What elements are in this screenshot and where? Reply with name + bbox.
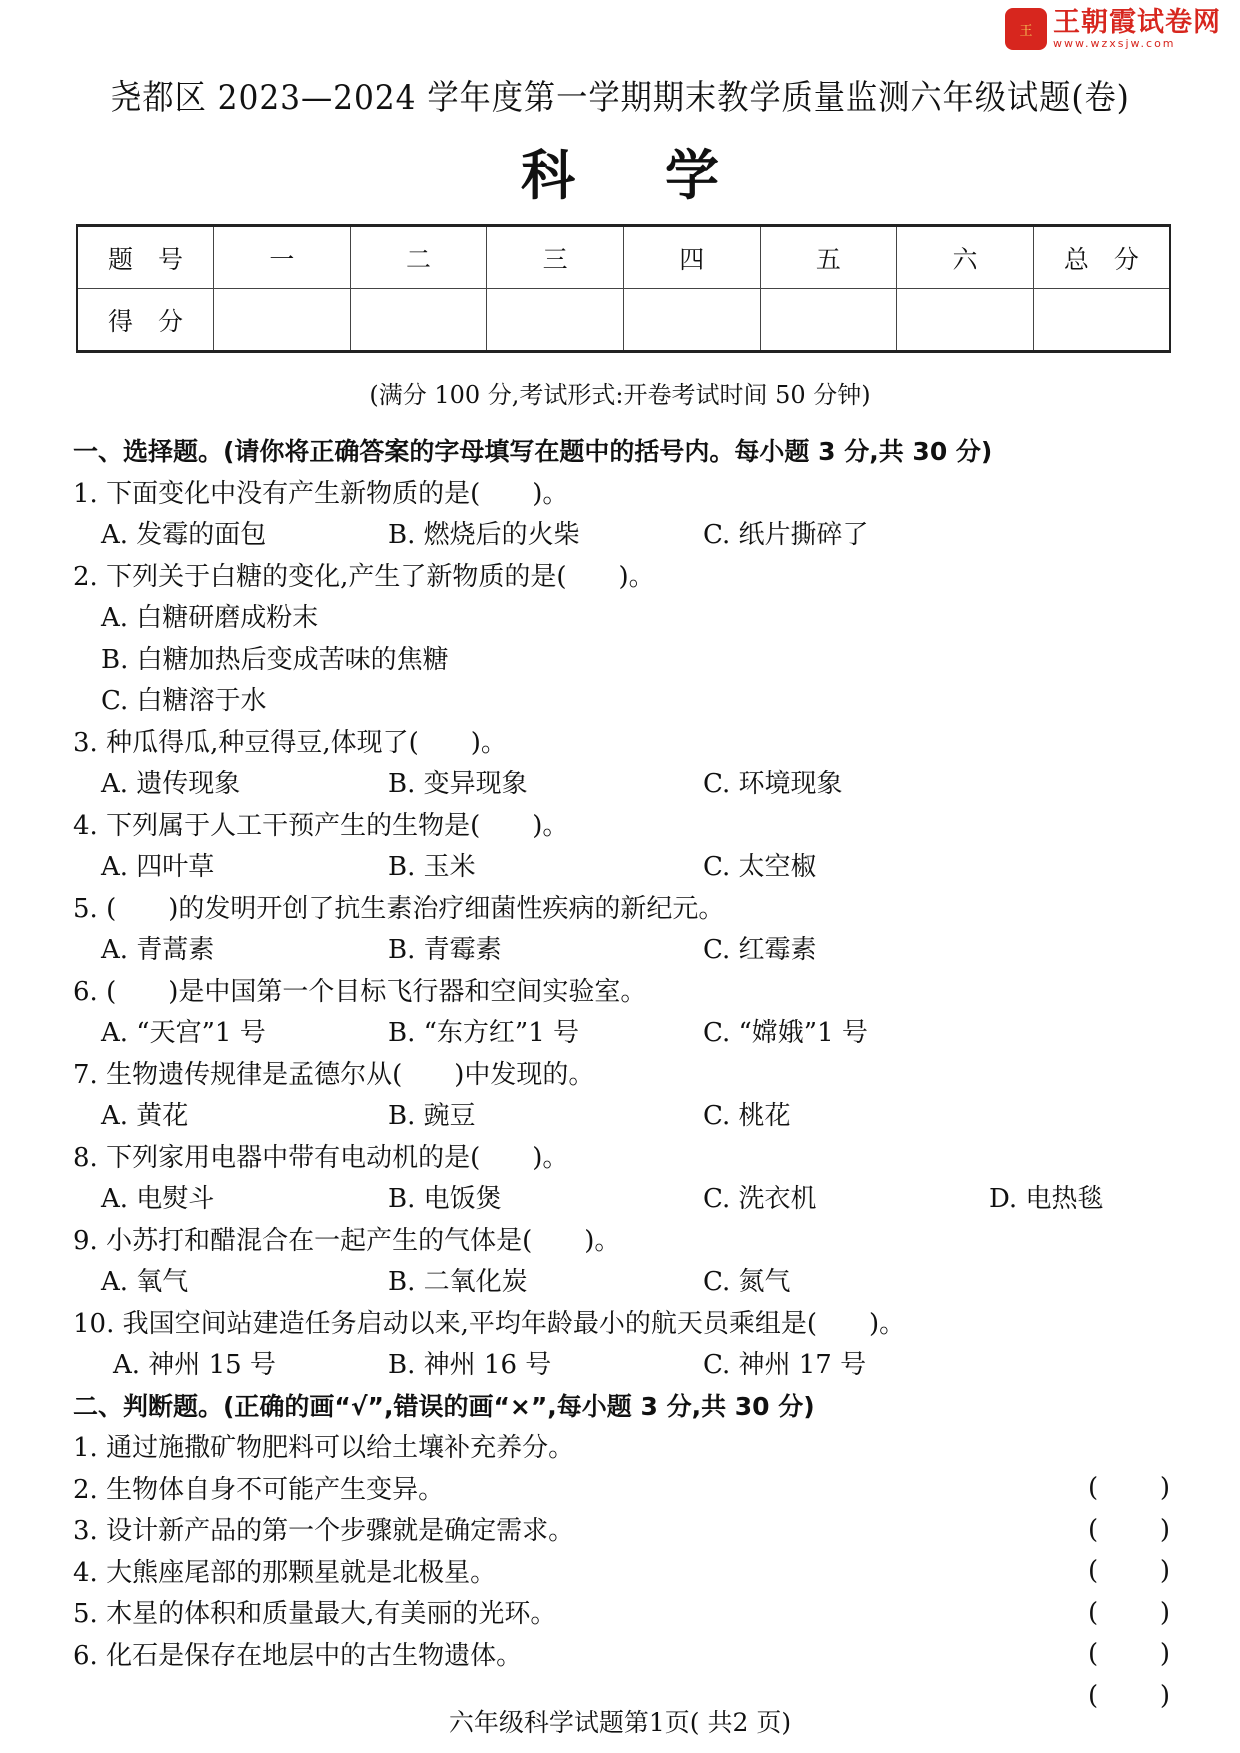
cell: 一: [214, 226, 351, 289]
option[interactable]: B. 豌豆: [388, 1101, 476, 1131]
option[interactable]: A. 发霉的面包: [101, 520, 267, 550]
section-heading: 二、判断题。(正确的画“√”,错误的画“×”,每小题 3 分,共 30 分): [73, 1391, 815, 1421]
judgment-text: 4. 大熊座尾部的那颗星就是北极星。: [73, 1557, 497, 1588]
judgment-item: [73, 1636, 1170, 1711]
option[interactable]: C. 神州 17 号: [703, 1350, 867, 1380]
score-cell[interactable]: [350, 289, 487, 352]
score-table-score-row: [77, 289, 1170, 352]
option[interactable]: B. 二氧化炭: [388, 1267, 528, 1297]
subject-title: 科学: [521, 144, 809, 207]
option[interactable]: B. 燃烧后的火柴: [388, 520, 580, 550]
judgment-text: 3. 设计新产品的第一个步骤就是确定需求。: [73, 1516, 575, 1546]
bracket-close: ): [1159, 1473, 1170, 1503]
score-cell[interactable]: [897, 289, 1034, 352]
judgment-text: 6. 化石是保存在地层中的古生物遗体。: [73, 1640, 523, 1671]
option[interactable]: A. 电熨斗: [101, 1184, 215, 1214]
bracket-close: ): [1159, 1680, 1170, 1711]
option[interactable]: D. 电热毯: [989, 1184, 1104, 1214]
option[interactable]: A. 遗传现象: [101, 769, 241, 799]
question-stem: 10. 我国空间站建造任务启动以来,平均年龄最小的航天员乘组是( )。: [73, 1308, 906, 1339]
option[interactable]: C. 太空椒: [703, 852, 817, 882]
cell: 四: [624, 226, 761, 289]
bracket-close: ): [1159, 1597, 1170, 1628]
question-stem: 7. 生物遗传规律是孟德尔从( )中发现的。: [73, 1059, 595, 1090]
question-stem: 6. ( )是中国第一个目标飞行器和空间实验室。: [73, 976, 647, 1007]
option[interactable]: C. 红霉素: [703, 935, 817, 965]
option[interactable]: A. 黄花: [101, 1101, 189, 1131]
page-footer: 六年级科学试题第1页( 共2 页): [448, 1708, 792, 1737]
bracket-open: (: [1088, 1473, 1099, 1503]
bracket-open: (: [1088, 1680, 1099, 1711]
cell: 六: [897, 226, 1034, 289]
bracket-close: ): [1159, 1639, 1170, 1669]
bracket-open: (: [1088, 1597, 1099, 1628]
question-stem: 3. 种瓜得瓜,种豆得豆,体现了( )。: [73, 727, 507, 758]
section-heading: 一、选择题。(请你将正确答案的字母填写在题中的括号内。每小题 3 分,共 30 分): [73, 437, 993, 466]
option-text: C. 白糖溶于水: [101, 686, 267, 716]
cell: 总 分: [1033, 226, 1170, 289]
answer-bracket[interactable]: [1088, 1634, 1170, 1674]
score-cell[interactable]: [1033, 289, 1170, 352]
answer-bracket[interactable]: [1088, 1551, 1170, 1591]
logo-name: 王朝霞试卷网: [1053, 7, 1221, 38]
option[interactable]: A. 四叶草: [101, 852, 215, 882]
option[interactable]: C. “嫦娥”1 号: [703, 1018, 868, 1048]
judgment-text: 5. 木星的体积和质量最大,有美丽的光环。: [73, 1599, 557, 1629]
option[interactable]: C. 氮气: [703, 1267, 791, 1297]
option-text: A. 白糖研磨成粉末: [101, 603, 319, 633]
option-text: B. 白糖加热后变成苦味的焦糖: [101, 644, 449, 675]
bracket-open: (: [1088, 1514, 1099, 1545]
question-stem: 9. 小苏打和醋混合在一起产生的气体是( )。: [73, 1225, 621, 1256]
bracket-close: ): [1159, 1556, 1170, 1586]
question-stem: 5. ( )的发明开创了抗生素治疗细菌性疾病的新纪元。: [73, 893, 725, 924]
question-stem: 1. 下面变化中没有产生新物质的是( )。: [73, 478, 569, 509]
answer-bracket[interactable]: [1088, 1593, 1170, 1633]
option[interactable]: C. 环境现象: [703, 769, 843, 799]
cell: 三: [487, 226, 624, 289]
score-table-header-row: [77, 226, 1170, 289]
option[interactable]: C. 纸片撕碎了: [703, 520, 869, 550]
score-cell[interactable]: [624, 289, 761, 352]
option[interactable]: A. 青蒿素: [101, 935, 215, 965]
answer-bracket[interactable]: [1088, 1510, 1170, 1550]
option[interactable]: B. 神州 16 号: [388, 1350, 552, 1380]
score-table: [76, 224, 1171, 353]
question-stem: 4. 下列属于人工干预产生的生物是( )。: [73, 810, 569, 841]
option[interactable]: B. 电饭煲: [388, 1184, 502, 1214]
option[interactable]: B. 青霉素: [388, 935, 502, 965]
option[interactable]: A. 神州 15 号: [113, 1350, 276, 1380]
answer-bracket[interactable]: [1088, 1468, 1170, 1508]
cell: 得 分: [77, 289, 214, 352]
exam-note: (满分 100 分,考试形式:开卷考试时间 50 分钟): [369, 381, 871, 409]
cell: 二: [350, 226, 487, 289]
option[interactable]: B. “东方红”1 号: [388, 1018, 580, 1048]
option[interactable]: A. “天宫”1 号: [101, 1018, 266, 1048]
logo-url: www.wzxsjw.com: [1053, 37, 1176, 50]
cell: 题 号: [77, 226, 214, 289]
bracket-open: (: [1088, 1639, 1099, 1669]
judgment-text: 2. 生物体自身不可能产生变异。: [73, 1474, 445, 1505]
option[interactable]: C. 桃花: [703, 1101, 791, 1131]
bracket-open: (: [1088, 1556, 1099, 1586]
option[interactable]: C. 洗衣机: [703, 1184, 817, 1214]
question-stem: 2. 下列关于白糖的变化,产生了新物质的是( )。: [73, 561, 655, 592]
bracket-close: ): [1159, 1514, 1170, 1545]
option[interactable]: A. 氧气: [101, 1267, 189, 1297]
score-cell[interactable]: [760, 289, 897, 352]
question-stem: 8. 下列家用电器中带有电动机的是( )。: [73, 1142, 569, 1173]
cell: 五: [760, 226, 897, 289]
logo-seal-icon: 王: [1005, 8, 1047, 50]
site-logo: [1005, 6, 1233, 52]
score-cell[interactable]: [487, 289, 624, 352]
option[interactable]: B. 玉米: [388, 852, 476, 882]
score-cell[interactable]: [214, 289, 351, 352]
exam-title: 尧都区 2023—2024 学年度第一学期期末教学质量监测六年级试题(卷): [110, 78, 1130, 118]
option[interactable]: B. 变异现象: [388, 769, 528, 799]
judgment-text: 1. 通过施撒矿物肥料可以给土壤补充养分。: [73, 1433, 575, 1463]
